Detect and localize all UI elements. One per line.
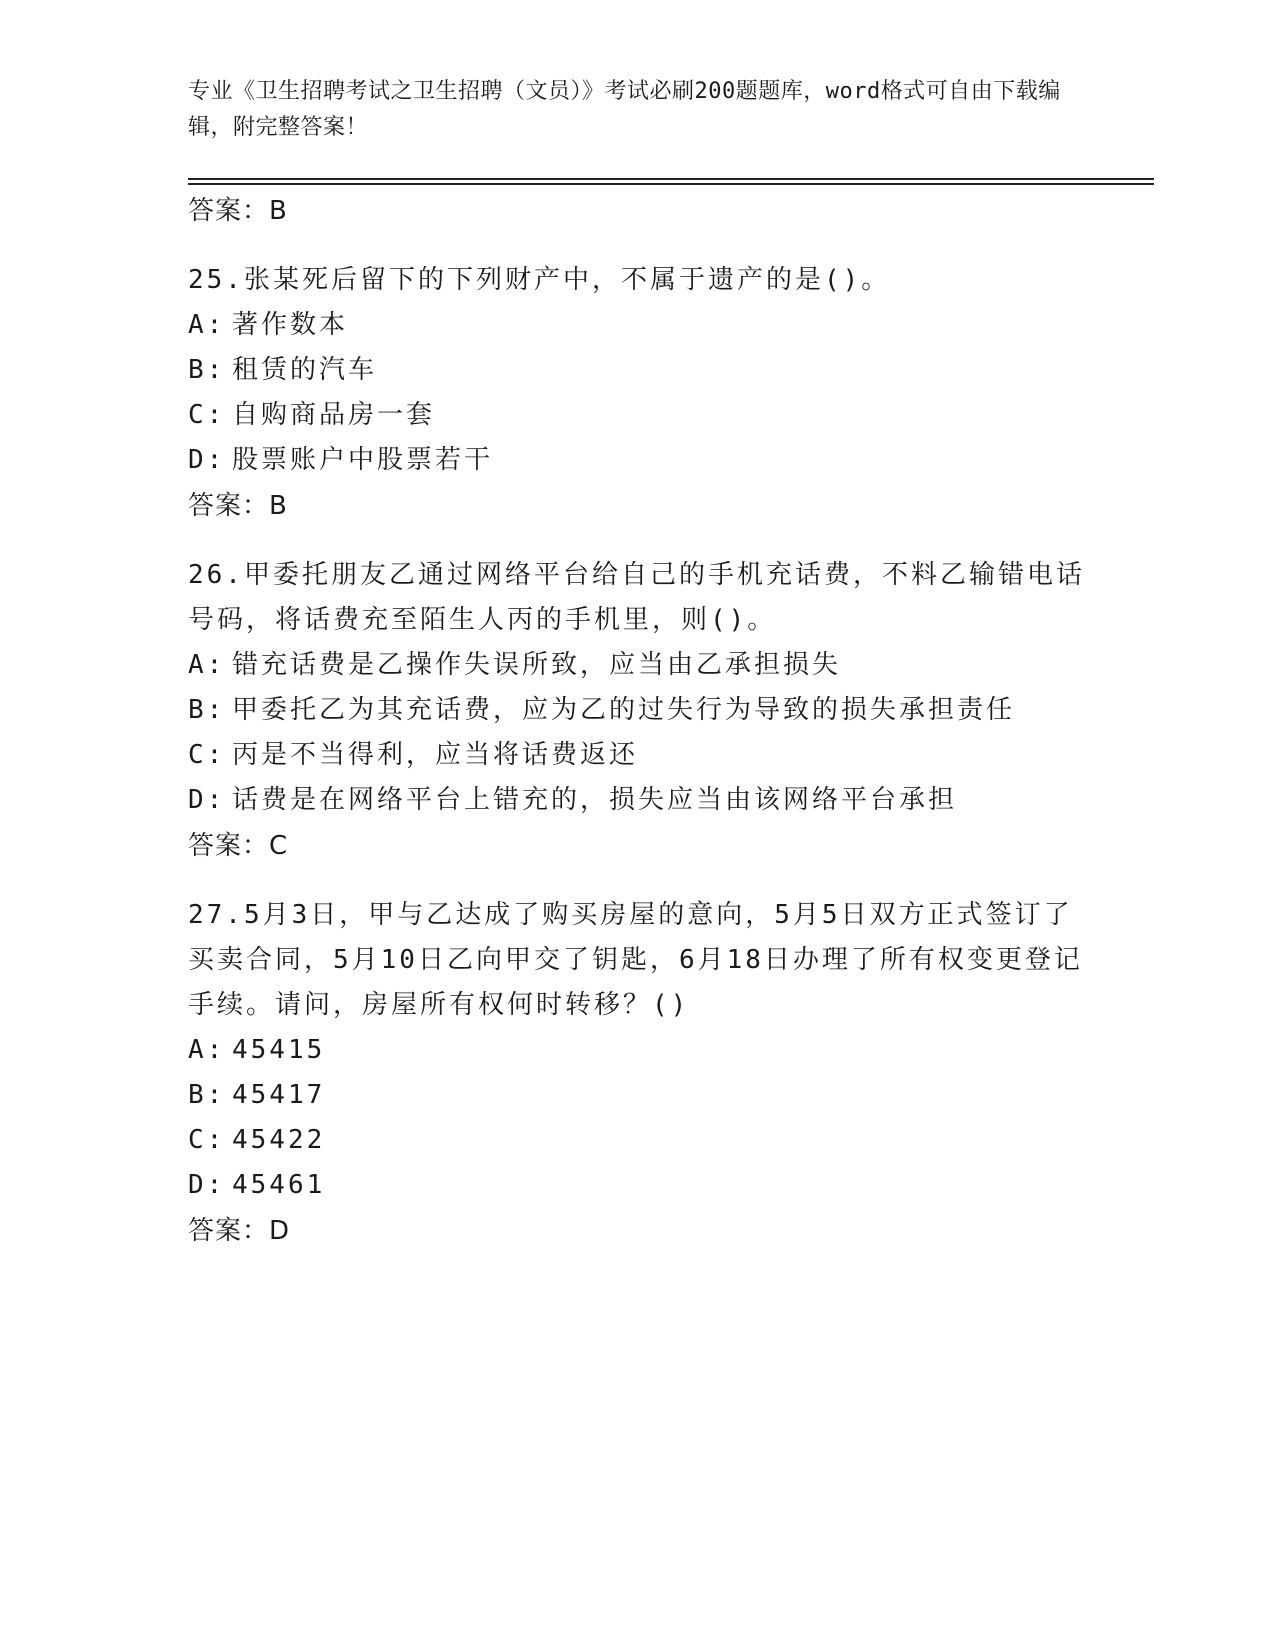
document-body	[188, 188, 1088, 1254]
option-text: 自购商品房一套	[232, 400, 436, 430]
question-stem: 26.甲委托朋友乙通过网络平台给自己的手机充话费，不料乙输错电话号码，将话费充至陌生人丙的手机里，则()。	[188, 560, 1085, 635]
answer-line: 答案：B	[188, 196, 288, 226]
option-text: 错充话费是乙操作失误所致，应当由乙承担损失	[232, 650, 842, 680]
option-a	[188, 303, 1088, 348]
option-key: D:	[188, 785, 226, 815]
option-key: A:	[188, 310, 226, 340]
question-27	[188, 893, 1088, 1254]
option-key: B:	[188, 1080, 226, 1110]
option-a	[188, 1028, 1088, 1073]
header-divider-bottom	[188, 183, 1154, 185]
option-key: A:	[188, 650, 226, 680]
option-a	[188, 643, 1088, 688]
option-key: C:	[188, 400, 226, 430]
option-key: C:	[188, 740, 226, 770]
option-text: 45415	[232, 1035, 326, 1065]
header-divider-top	[188, 178, 1154, 180]
question-stem: 25.张某死后留下的下列财产中，不属于遗产的是()。	[188, 265, 891, 295]
answer-line: 答案：B	[188, 491, 288, 521]
document-header: 专业《卫生招聘考试之卫生招聘（文员）》考试必刷200题题库，word格式可自由下载编辑，附完整答案！	[188, 79, 1061, 140]
option-key: A:	[188, 1035, 226, 1065]
option-key: B:	[188, 355, 226, 385]
option-c	[188, 1118, 1088, 1163]
answer-line: 答案：C	[188, 831, 289, 861]
option-text: 45461	[232, 1170, 326, 1200]
option-c	[188, 393, 1088, 438]
option-d	[188, 778, 1088, 823]
question-stem: 27.5月3日，甲与乙达成了购买房屋的意向，5月5日双方正式签订了买卖合同，5月10日乙向甲交了钥匙，6月18日办理了所有权变更登记手续。请问，房屋所有权何时转移？()	[188, 900, 1083, 1020]
option-key: D:	[188, 1170, 226, 1200]
option-text: 话费是在网络平台上错充的，损失应当由该网络平台承担	[232, 785, 958, 815]
option-key: B:	[188, 695, 226, 725]
option-key: C:	[188, 1125, 226, 1155]
option-text: 股票账户中股票若干	[232, 445, 494, 475]
option-d	[188, 438, 1088, 483]
option-b	[188, 348, 1088, 393]
option-text: 著作数本	[232, 310, 349, 340]
option-key: D:	[188, 445, 226, 475]
option-b	[188, 688, 1088, 733]
option-text: 45422	[232, 1125, 326, 1155]
option-text: 甲委托乙为其充话费，应为乙的过失行为导致的损失承担责任	[232, 695, 1016, 725]
question-25	[188, 258, 1088, 529]
option-text: 丙是不当得利，应当将话费返还	[232, 740, 639, 770]
answer-line: 答案：D	[188, 1216, 291, 1246]
option-b	[188, 1073, 1088, 1118]
option-text: 45417	[232, 1080, 326, 1110]
option-c	[188, 733, 1088, 778]
question-26	[188, 553, 1088, 869]
option-text: 租赁的汽车	[232, 355, 378, 385]
option-d	[188, 1163, 1088, 1208]
